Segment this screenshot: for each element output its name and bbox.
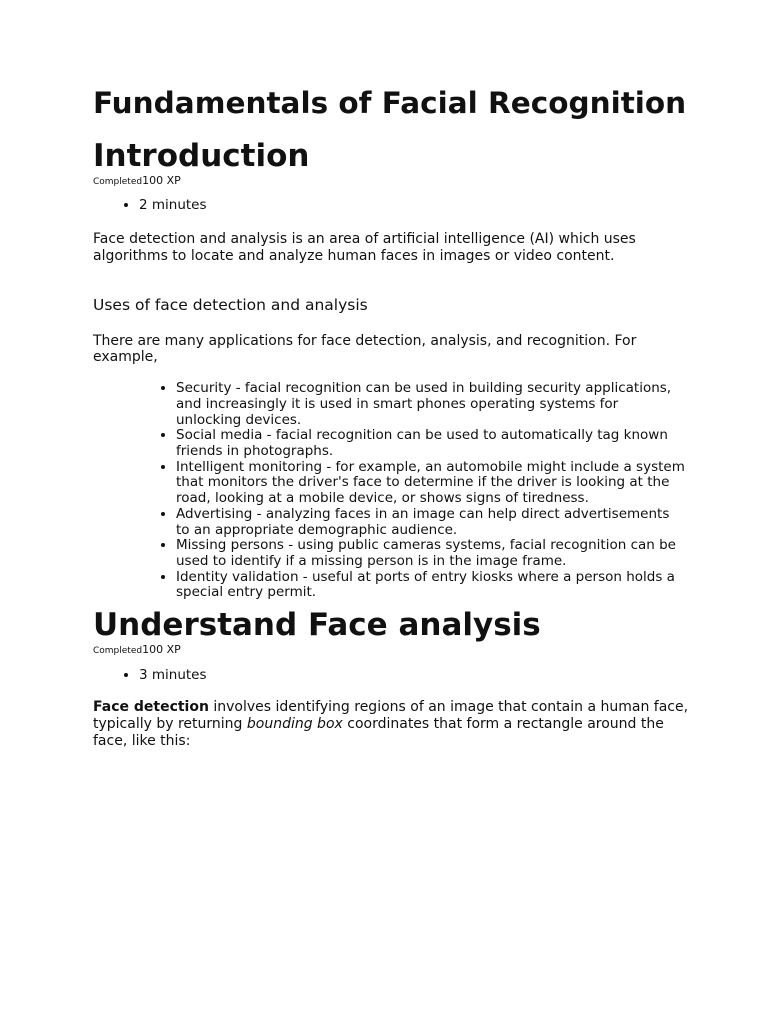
uses-list <box>93 381 693 601</box>
list-item: • Social media - facial recognition can be used to automatically tag known friends in photographs. <box>176 428 693 459</box>
italic-term: bounding box <box>246 715 343 732</box>
xp-label: 100 XP <box>142 174 181 187</box>
document-title: Fundamentals of Facial Recognition <box>93 86 687 120</box>
xp-label: 100 XP <box>142 643 181 657</box>
duration-list <box>93 666 693 684</box>
uses-subheading: Uses of face detection and analysis <box>93 295 368 314</box>
face-detection-paragraph <box>93 699 693 749</box>
list-item: • Intelligent monitoring - for example, an automobile might include a system that monitors the driver's face to determine if the driver is looking at the road, looking at a mobile device, or shows signs of tiredness. <box>176 460 693 507</box>
understand-heading: Understand Face analysis <box>93 607 541 644</box>
list-item: • Security - facial recognition can be used in building security applications, and increasingly it is used in smart phones operating systems for unlocking devices. <box>176 381 693 428</box>
applications-paragraph: There are many applications for face detection, analysis, and recognition. For example, <box>93 332 637 366</box>
completion-status: Completed <box>93 177 143 187</box>
list-item: • Identity validation - useful at ports of entry kiosks where a person holds a special entry permit. <box>176 570 693 601</box>
list-item: • Advertising - analyzing faces in an image can help direct advertisements to an appropriate demographic audience. <box>176 507 693 538</box>
introduction-heading: Introduction <box>93 138 310 174</box>
bold-term: Face detection <box>93 699 209 716</box>
completion-status: Completed <box>93 646 143 657</box>
duration-item: • 2 minutes <box>139 196 693 214</box>
paragraph-text: coordinates that form a rectangle around the face, like this: <box>93 715 664 749</box>
list-item: • Missing persons - using public cameras systems, facial recognition can be used to identify if a missing person is in the image frame. <box>176 538 693 569</box>
duration-item: • 3 minutes <box>139 666 693 684</box>
paragraph-text: involves identifying regions of an image that contain a human face, typically by returning <box>93 699 689 732</box>
introduction-paragraph: Face detection and analysis is an area of artificial intelligence (AI) which uses algorithms to locate and analyze human faces in images or video content. <box>93 231 636 264</box>
document-page <box>93 86 693 749</box>
duration-list <box>93 196 693 214</box>
